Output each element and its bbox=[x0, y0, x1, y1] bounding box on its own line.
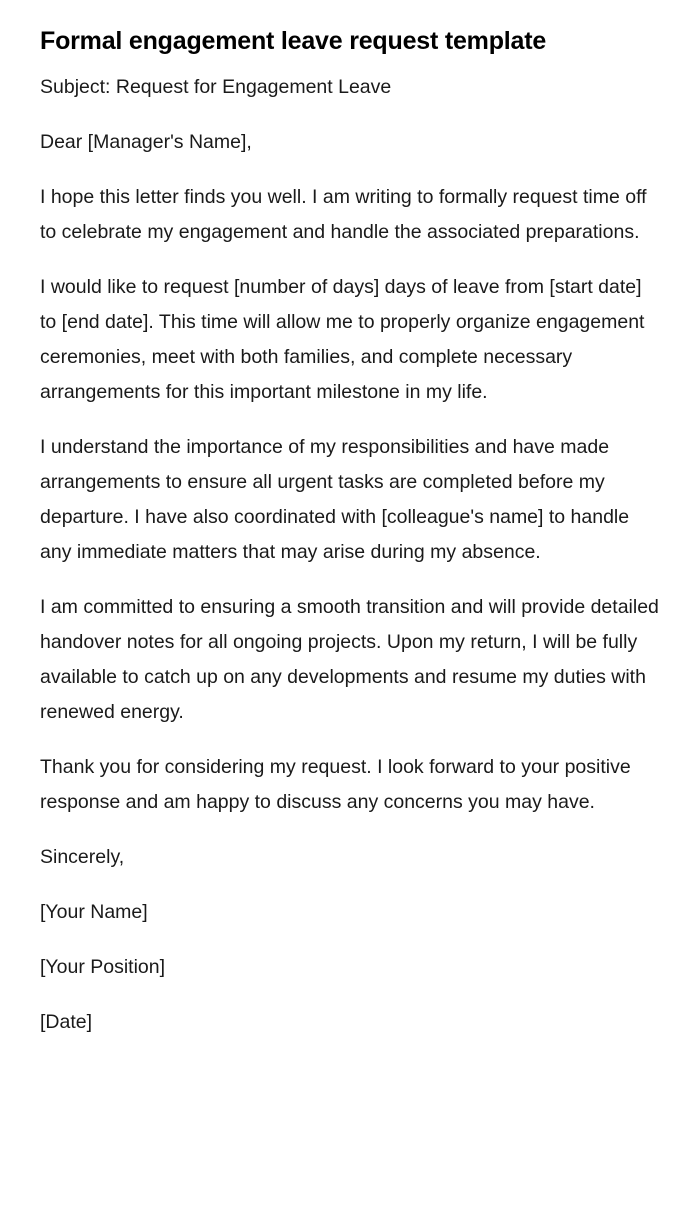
signature-date: [Date] bbox=[40, 1011, 93, 1033]
body-paragraph-responsibilities: I understand the importance of my responsibilities and have made arrangements to ensure all urgent tasks are completed before my departure. I have also coordinated with [colleague's name] to handle any immediate matters that may arise during my absence. bbox=[40, 436, 630, 563]
subject-line: Subject: Request for Engagement Leave bbox=[40, 76, 392, 98]
closing: Sincerely, bbox=[40, 846, 125, 868]
signature-name: [Your Name] bbox=[40, 901, 148, 923]
body-paragraph-leave-dates: I would like to request [number of days] days of leave from [start date] to [end date]. This time will allow me to properly organize engagement ceremonies, meet with both families, and complete necessary arrangements for this important milestone in my life. bbox=[40, 276, 645, 403]
salutation: Dear [Manager's Name], bbox=[40, 131, 252, 153]
body-paragraph-transition: I am committed to ensuring a smooth transition and will provide detailed handover notes for all ongoing projects. Upon my return, I will be fully available to catch up on any developments and resume my duties with renewed energy. bbox=[40, 596, 659, 723]
body-paragraph-intro: I hope this letter finds you well. I am writing to formally request time off to celebrate my engagement and handle the associated preparations. bbox=[40, 186, 647, 243]
body-paragraph-thanks: Thank you for considering my request. I look forward to your positive response and am happy to discuss any concerns you may have. bbox=[40, 756, 631, 813]
document-title: Formal engagement leave request template bbox=[40, 27, 547, 55]
signature-position: [Your Position] bbox=[40, 956, 166, 978]
